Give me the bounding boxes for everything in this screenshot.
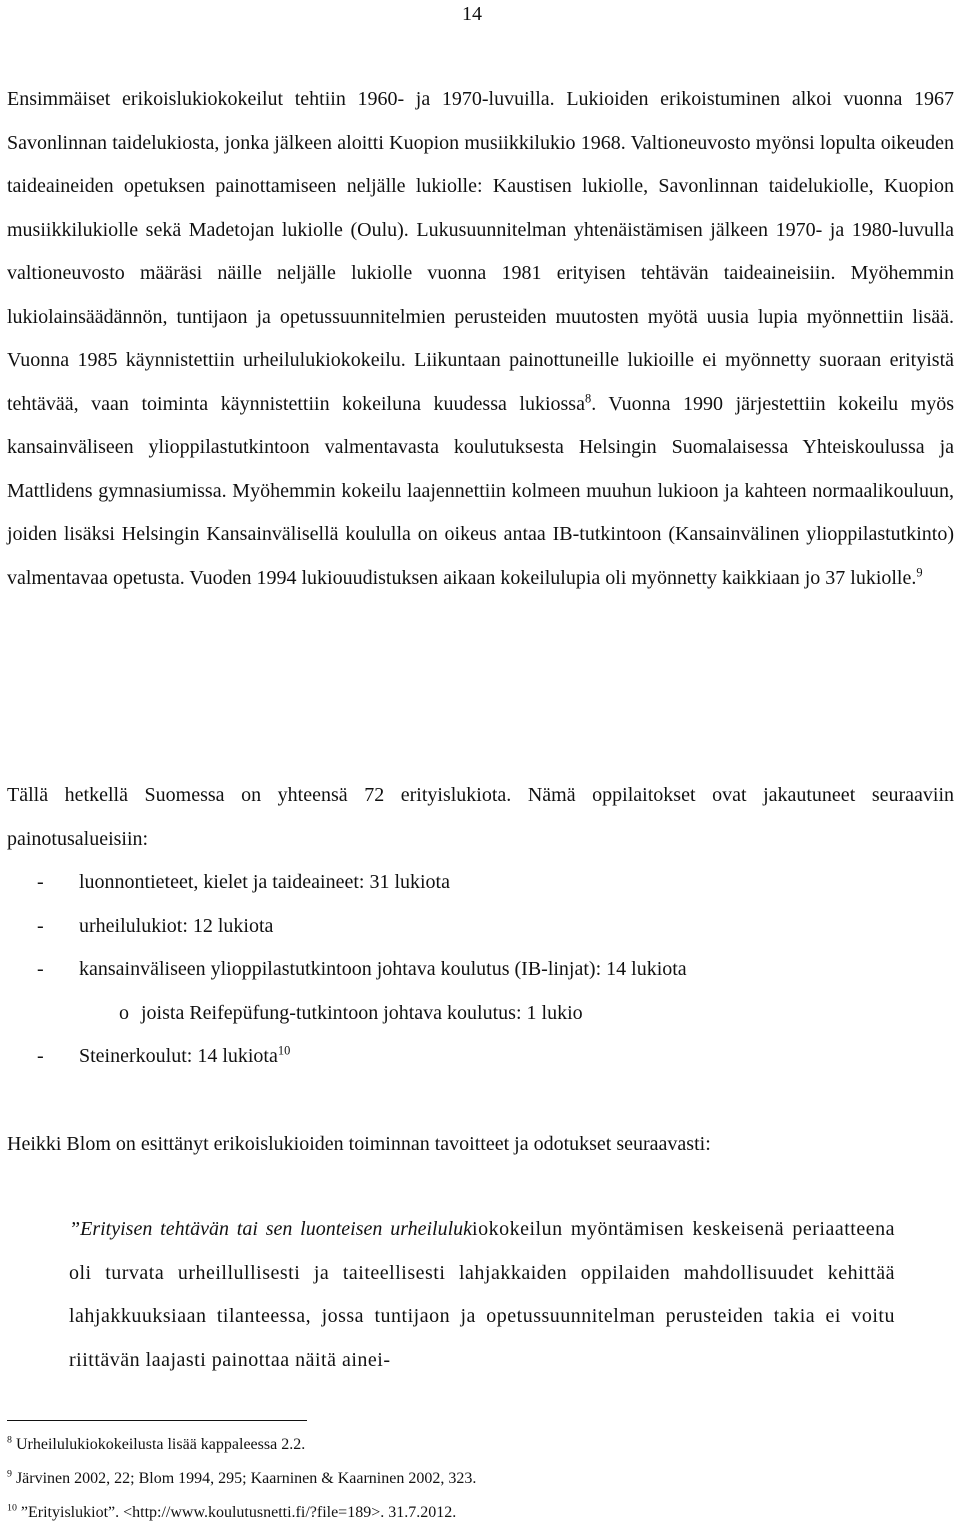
footnotes — [7, 1428, 954, 1530]
footnote-text: Urheilulukiokokeilusta lisää kappaleessa 2.2. — [15, 1436, 306, 1453]
list-bullet: - — [37, 1045, 44, 1067]
emphasis-area-list — [7, 861, 954, 1079]
list-subitem — [7, 992, 954, 1036]
list-item-text — [79, 1035, 290, 1079]
page-number: 14 — [462, 3, 482, 25]
list-item-label: Steinerkoulut: 14 lukiota — [79, 1045, 278, 1067]
list-subitem-text: joista Reifepüfung-tutkintoon johtava koulutus: 1 lukio — [141, 1001, 583, 1024]
quote-text: iokokeilun myöntämisen keskeisenä periaatteena oli turvata urheillullisesti ja taiteellisesti lahjakkaiden oppilaiden mahdollisuudet kehittää lahjakkuuksiaan tilanteessa, jossa tuntijaon ja opetussuunnitelman perusteiden takia ei voitu riittävän laajasti painottaa näitä ainei- — [69, 1218, 895, 1372]
paragraph-text: . Vuonna 1990 järjestettiin kokeilu myös kansainväliseen ylioppilastutkintoon valmentavasta koulutuksesta Helsingin Suomalaisessa Yhteiskoulussa ja Mattlidens gymnasiumissa. Myöhemmin kokeilu laajennettiin kolmeen muuhun lukioon ja kahteen normaalikouluun, joiden lisäksi Helsingin Kansainvälisellä koululla on oikeus antaa IB-tutkintoon (Kansainvälinen ylioppilastutkinto) valmentavaa opetusta. Vuoden 1994 lukiouudistuksen aikaan kokeilulupia oli myönnetty kaikkiaan jo 37 lukiolle. — [7, 392, 955, 589]
body-paragraph-current: Tällä hetkellä Suomessa on yhteensä 72 erityislukiota. Nämä oppilaitokset ovat jakautuneet seuraaviin painotusalueisiin: — [7, 784, 954, 850]
list-item — [7, 1035, 954, 1079]
paragraph-text: Ensimmäiset erikoislukiokokeilut tehtiin 1960- ja 1970-luvuilla. Lukioiden erikoistuminen alkoi vuonna 1967 Savonlinnan taidelukiosta, jonka jälkeen aloitti Kuopion musiikkilukio 1968. Valtioneuvosto myönsi lopulta oikeuden taideaineiden opetuksen painottamiseen neljälle lukiolle: Kaustisen lukiolle, Savonlinnan taidelukiolle, Kuopion musiikkilukiolle sekä Madetojan lukiolle (Oulu). Lukusuunnitelman yhtenäistämisen jälkeen 1970- ja 1980-luvulla valtioneuvosto määräsi näille neljälle lukiolle vuonna 1981 erityisen tehtävän taideaineisiin. Myöhemmin lukiolainsäädännön, tuntijaon ja opetussuunnitelmien perusteiden muutosten myötä uusia lupia myönnettiin lisää. Vuonna 1985 käynnistettiin urheilulukiokokeilu. Liikuntaan painottuneille lukioille ei myönnetty suoraan erityistä tehtävää, vaan toiminta käynnistettiin kokeiluna kuudessa lukiossa — [7, 88, 954, 415]
list-bullet: - — [37, 958, 44, 980]
footnote-8 — [7, 1428, 954, 1462]
list-bullet: - — [37, 871, 44, 893]
footnote-mark: 9 — [7, 1468, 12, 1480]
footnote-ref-9[interactable]: 9 — [916, 564, 923, 579]
list-item — [7, 905, 954, 949]
list-bullet: - — [37, 914, 44, 937]
footnote-mark: 8 — [7, 1434, 12, 1446]
list-item-text: urheilulukiot: 12 lukiota — [79, 914, 274, 937]
block-quote — [69, 1208, 895, 1383]
list-item-text: kansainväliseen ylioppilastutkintoon johtava koulutus (IB-linjat): 14 lukiota — [79, 958, 687, 980]
footnote-10 — [7, 1496, 954, 1530]
list-item — [7, 948, 954, 992]
sub-bullet: o — [119, 1001, 129, 1024]
quote-italic-text: ”Erityisen tehtävän tai sen luonteisen urheiluluk — [69, 1218, 473, 1240]
body-paragraph-history — [7, 78, 954, 600]
footnote-text: Järvinen 2002, 22; Blom 1994, 295; Kaarninen & Kaarninen 2002, 323. — [15, 1470, 477, 1487]
footnote-mark: 10 — [7, 1502, 17, 1514]
list-item — [7, 861, 954, 905]
footnote-text: ”Erityislukiot”. <http://www.koulutusnetti.fi/?file=189>. 31.7.2012. — [20, 1504, 457, 1521]
body-paragraph-blom: Heikki Blom on esittänyt erikoislukioiden toiminnan tavoitteet ja odotukset seuraavasti: — [7, 1133, 711, 1155]
footnote-separator — [7, 1420, 307, 1421]
list-item-text: luonnontieteet, kielet ja taideaineet: 31 lukiota — [79, 871, 450, 893]
footnote-ref-8[interactable]: 8 — [584, 390, 592, 405]
footnote-ref-10[interactable]: 10 — [277, 1043, 291, 1058]
footnote-9 — [7, 1462, 954, 1496]
